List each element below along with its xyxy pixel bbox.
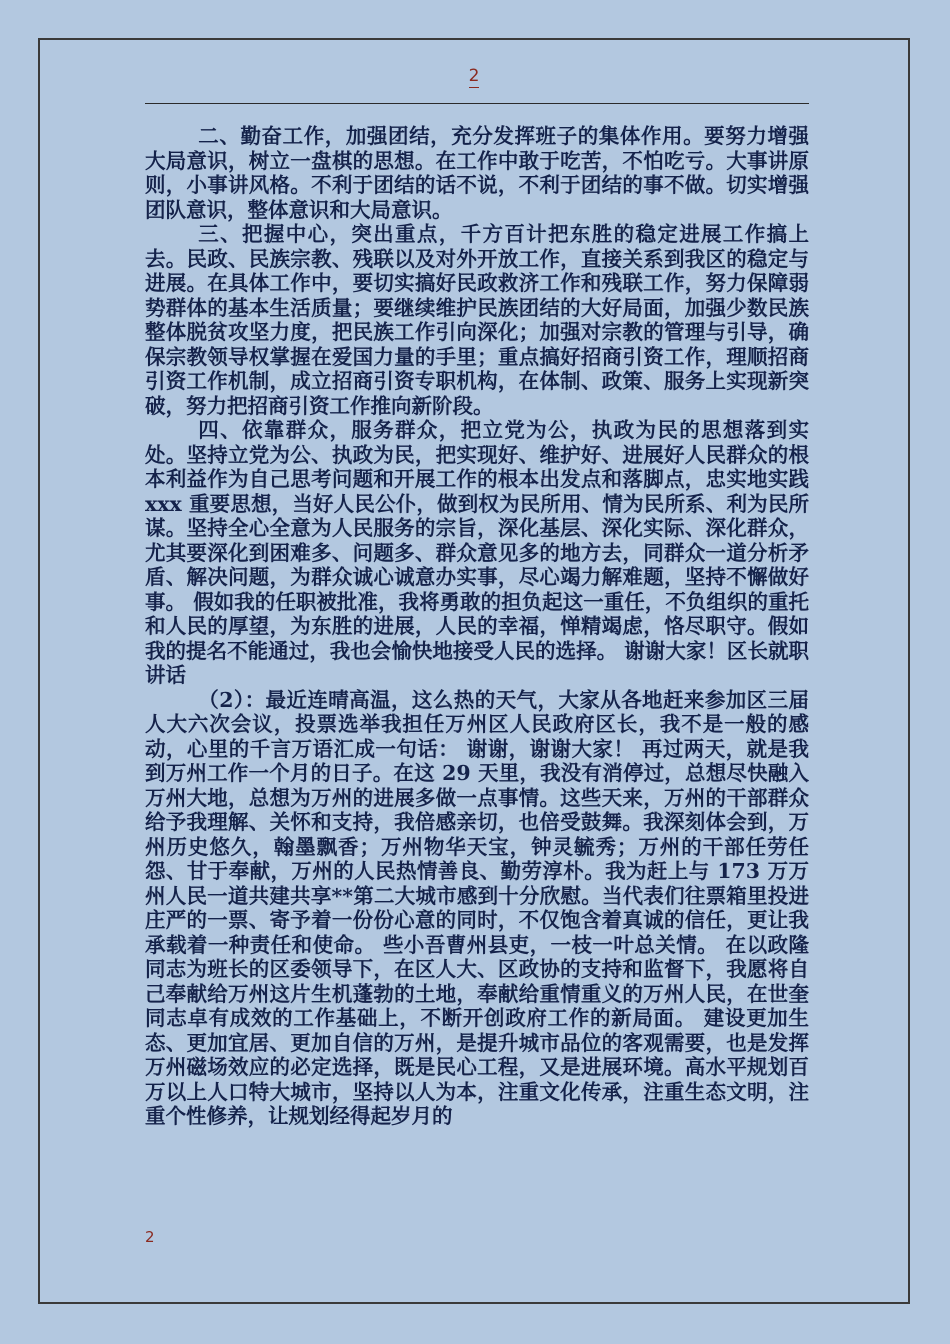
footer-page-number: 2 bbox=[145, 1228, 155, 1246]
paragraph-2: 二、勤奋工作，加强团结，充分发挥班子的集体作用。要努力增强大局意识，树立一盘棋的思想。在工作中敢于吃苦，不怕吃亏。大事讲原则，小事讲风格。不利于团结的话不说，不利于团结的事不做。切实增强团队意识，整体意识和大局意识。 bbox=[145, 124, 809, 222]
header-divider bbox=[145, 103, 809, 104]
paragraph-4: 四、依靠群众，服务群众，把立党为公，执政为民的思想落到实处。坚持立党为公、执政为民，把实现好、维护好、进展好人民群众的根本利益作为自己思考问题和开展工作的根本出发点和落脚点，忠实地实践 xxx 重要思想，当好人民公仆，做到权为民所用、情为民所系、利为民所谋。坚持全心全意为人民服务的宗旨，深化基层、深化实际、深化群众，尤其要深化到困难多、问题多、群众意见多的地方去，同群众一道分析矛盾、解决问题，为群众诚心诚意办实事，尽心竭力解难题，坚持不懈做好事。 假如我的任职被批准，我将勇敢的担负起这一重任，不负组织的重托和人民的厚望，为东胜的进展，人民的幸福，惮精竭虑，恪尽职守。假如我的提名不能通过，我也会愉快地接受人民的选择。 谢谢大家！区长就职讲话 bbox=[145, 418, 809, 687]
document-page bbox=[38, 38, 910, 1304]
paragraph-3: 三、把握中心，突出重点，千方百计把东胜的稳定进展工作搞上去。民政、民族宗教、残联以及对外开放工作，直接关系到我区的稳定与进展。在具体工作中，要切实搞好民政救济工作和残联工作，努力保障弱势群体的基本生活质量；要继续维护民族团结的大好局面，加强少数民族整体脱贫攻坚力度，把民族工作引向深化；加强对宗教的管理与引导，确保宗教领导权掌握在爱国力量的手里；重点搞好招商引资工作，理顺招商引资工作机制，成立招商引资专职机构，在体制、政策、服务上实现新突破，努力把招商引资工作推向新阶段。 bbox=[145, 222, 809, 418]
header-page-number-text: 2 bbox=[468, 66, 480, 86]
paragraph-speech-2: （2）：最近连晴高温，这么热的天气，大家从各地赶来参加区三届人大六次会议，投票选举我担任万州区人民政府区长，我不是一般的感动，心里的千言万语汇成一句话： 谢谢，谢谢大家！ 再过两天，就是我到万州工作一个月的日子。在这 29 天里，我没有消停过，总想尽快融入万州大地，总想为万州的进展多做一点事情。这些天来，万州的干部群众给予我理解、关怀和支持，我倍感亲切，也倍受鼓舞。我深刻体会到，万州历史悠久，翰墨飘香；万州物华天宝，钟灵毓秀；万州的干部任劳任怨、甘于奉献，万州的人民热情善良、勤劳淳朴。我为赶上与 173 万万州人民一道共建共享**第二大城市感到十分欣慰。当代表们往票箱里投进庄严的一票、寄予着一份份心意的同时，不仅饱含着真诚的信任，更让我承载着一种责任和使命。 些小吾曹州县吏，一枝一叶总关情。 在以政隆同志为班长的区委领导下，在区人大、区政协的支持和监督下，我愿将自己奉献给万州这片生机蓬勃的土地，奉献给重情重义的万州人民，在世奎同志卓有成效的工作基础上，不断开创政府工作的新局面。 建设更加生态、更加宜居、更加自信的万州，是提升城市品位的客观需要，也是发挥万州磁场效应的必定选择，既是民心工程，又是进展环境。高水平规划百万以上人口特大城市，坚持以人为本，注重文化传承，注重生态文明，注重个性修养，让规划经得起岁月的 bbox=[145, 687, 809, 1128]
header-page-number bbox=[40, 66, 908, 86]
document-body bbox=[145, 124, 809, 1129]
